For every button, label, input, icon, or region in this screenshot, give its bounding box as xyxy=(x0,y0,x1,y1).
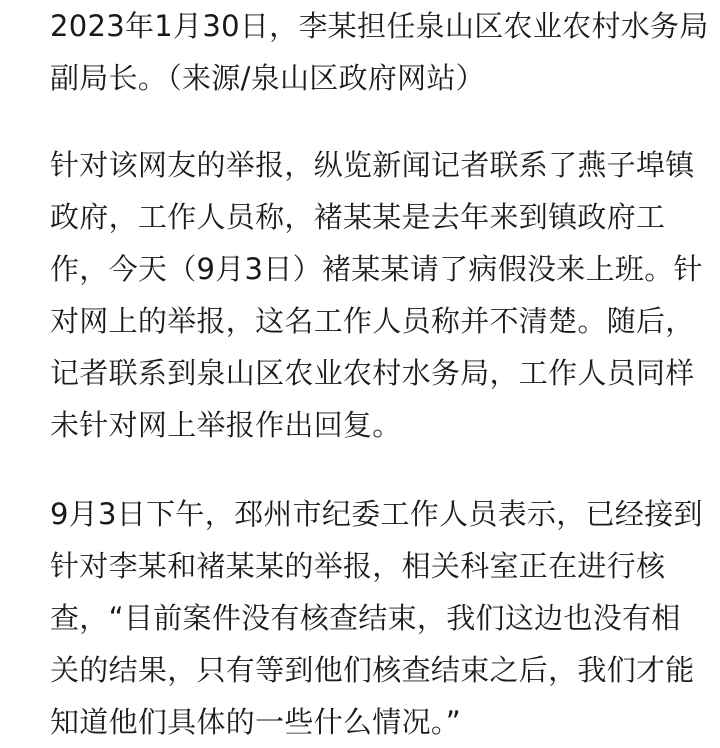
text-line: 查，“目前案件没有核查结束，我们这边也没有相 xyxy=(50,601,681,635)
text-line: 知道他们具体的一些什么情况。” xyxy=(50,705,462,739)
text-line: 2023年1月30日，李某担任泉山区农业农村水务局 xyxy=(50,9,709,43)
text-line: 政府，工作人员称，褚某某是去年来到镇政府工 xyxy=(50,200,666,234)
article-body xyxy=(50,0,709,748)
text-line: 对网上的举报，这名工作人员称并不清楚。随后， xyxy=(50,304,695,338)
text-line: 记者联系到泉山区农业农村水务局，工作人员同样 xyxy=(50,356,695,390)
text-line: 9月3日下午，邳州市纪委工作人员表示，已经接到 xyxy=(50,497,703,531)
text-line: 针对该网友的举报，纵览新闻记者联系了燕子埠镇 xyxy=(50,148,695,182)
text-line: 未针对网上举报作出回复。 xyxy=(50,408,402,442)
text-line: 关的结果，只有等到他们核查结束之后，我们才能 xyxy=(50,653,695,687)
paragraph-discipline-committee xyxy=(50,488,703,748)
text-line: 针对李某和褚某某的举报，相关科室正在进行核 xyxy=(50,549,666,583)
paragraph-appointment xyxy=(50,0,709,104)
text-line: 副局长。（来源/泉山区政府网站） xyxy=(50,61,486,95)
paragraph-town-response xyxy=(50,139,703,451)
text-line: 作，今天（9月3日）褚某某请了病假没来上班。针 xyxy=(50,252,703,286)
